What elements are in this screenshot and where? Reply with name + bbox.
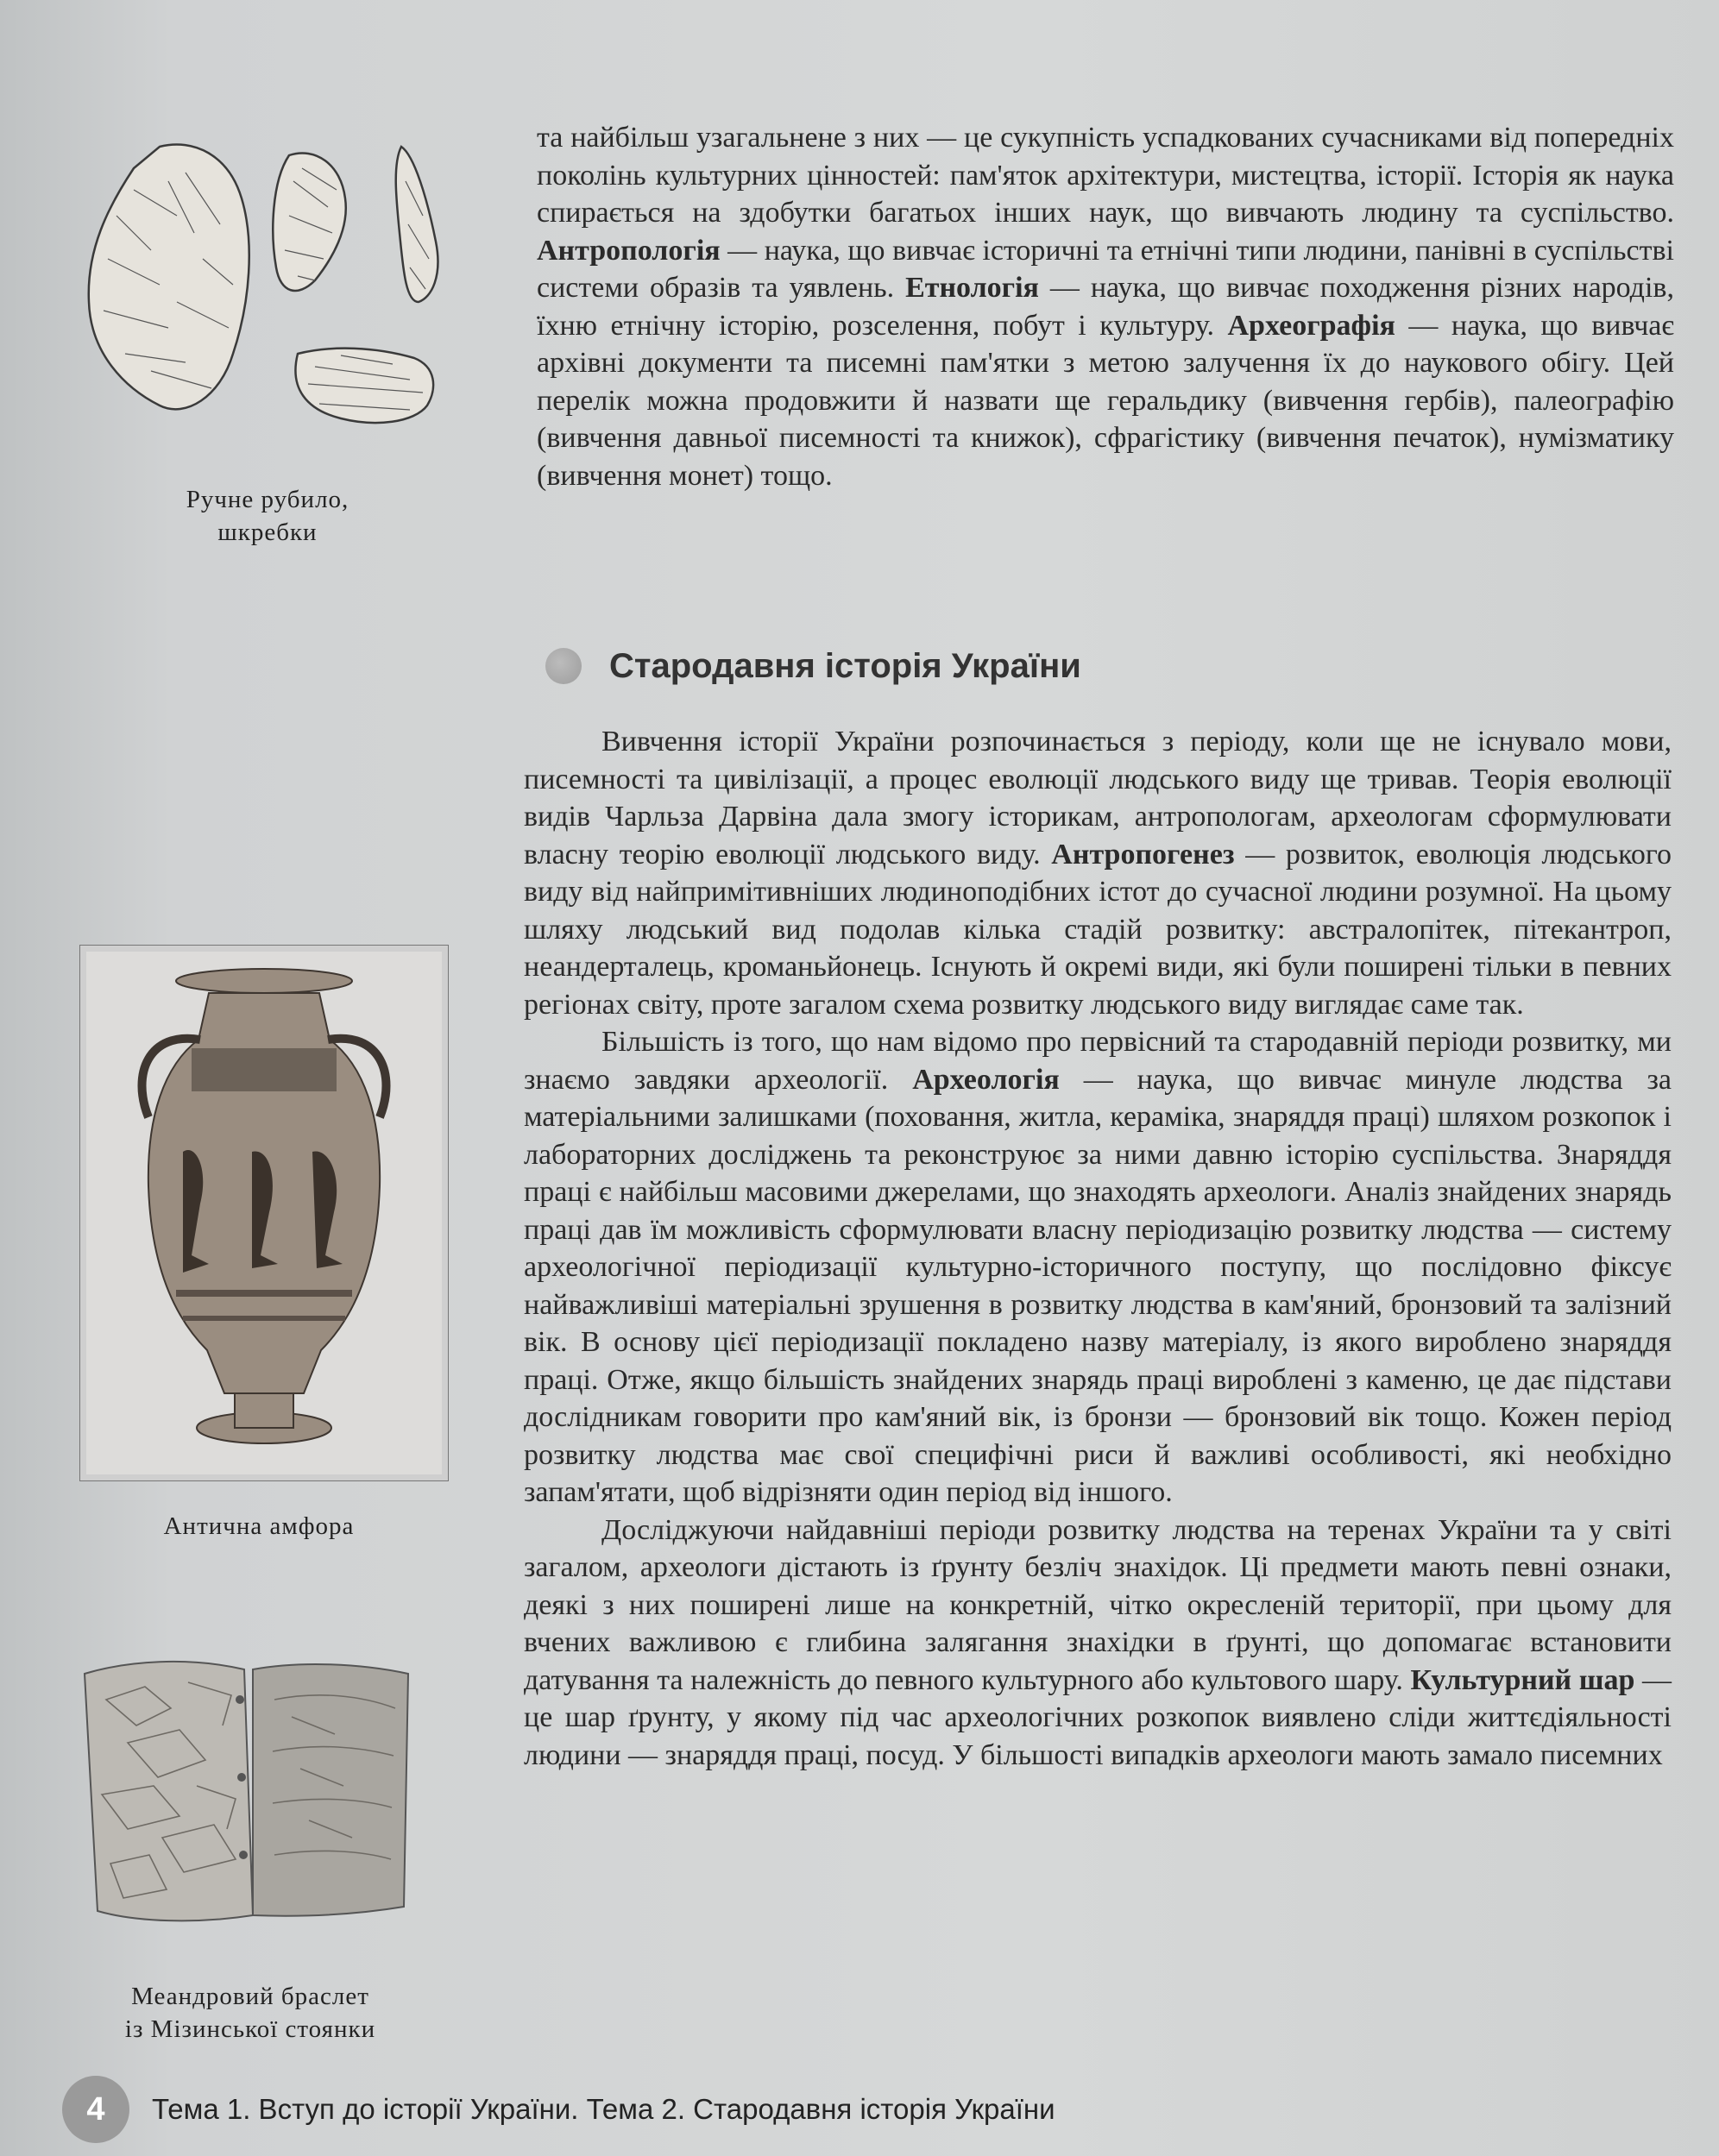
main-body: [524, 723, 1672, 1774]
bracelet-caption: [78, 1980, 423, 2046]
bracelet-caption-line1: Меандровий браслет: [131, 1983, 369, 2010]
stone-tools-illustration: [82, 129, 453, 457]
para1-text-2: — розвиток, еволюція людського виду від найпримітивніших людиноподібних істот до сучасної людини розумної. На цьому шляху людський вид подолав кілька стадій розвитку: австралопітек, пітекантроп, неандерталець, кроманьйонець. Існують й окремі види, які були поширені тільки в певних регіонах світу, проте загалом схема розвитку людського виду виглядає саме так.: [524, 838, 1672, 1021]
term-archaeology: Археологія: [912, 1063, 1060, 1096]
heading-bullet-icon: [545, 648, 582, 684]
bracelet-photo: [76, 1648, 421, 1933]
para1-text-1: Вивчення історії України розпочинається з періоду, коли ще не існувало мови, писемності та цивілізації, а процес еволюції людського виду ще тривав. Теорія еволюції видів Чарльза Дарвіна дала змогу історикам, антропологам, археологам сформулювати власну теорію еволюції людського виду.: [524, 726, 1672, 871]
intro-paragraph: [537, 119, 1674, 494]
intro-text-1: та найбільш узагальнене з них — це сукупність успадкованих сучасниками від попередніх поколінь культурних цінностей: пам'яток архітектури, мистецтва, історії. Історія як наука спирається на здобутки багатьох інших наук, що вивчають людину та суспільство.: [537, 122, 1674, 229]
tools-caption: [138, 483, 397, 549]
para3-text-1: Досліджуючи найдавніші періоди розвитку людства на теренах України та у світі загалом, археологи дістають із ґрунту безліч знахідок. Ці предмети мають певні ознаки, деякі з них поширені лише на конкретній, чітко окресленій території, при цьому для вчених важливою є глибина залягання знахідки в ґрунті, що допомагає встановити датування та належність до певного культурного або культового шару.: [524, 1513, 1672, 1696]
para2-text-1: Більшість із того, що нам відомо про первісний та стародавній періоди розвитку, ми знаємо завдяки археології.: [524, 1026, 1672, 1096]
intro-text-2: — наука, що вивчає історичні та етнічні типи людини, панівні в суспільстві системи образів та уявлень.: [537, 234, 1674, 304]
para3-text-2: — це шар ґрунту, у якому під час археологічних розкопок виявлено сліди життєдіяльності людини — знаряддя праці, посуд. У більшості випадків археологи мають замало писемних: [524, 1663, 1672, 1771]
term-anthropology: Антропологія: [537, 234, 721, 267]
term-archeography: Археографія: [1227, 309, 1395, 342]
page-footer: [62, 2075, 1055, 2144]
term-cultural-layer: Культурний шар: [1410, 1663, 1635, 1696]
bracelet-caption-line2: із Мізинської стоянки: [124, 2015, 376, 2043]
intro-text-4: — наука, що вивчає архівні документи та писемні пам'ятки з метою залучення їх до наукового обігу. Цей перелік можна продовжити й назвати ще геральдику (вивчення гербів), палеографію (вивчення давньої писемності та книжок), сфрагістику (вивчення печаток), нумізматику (вивчення монет) тощо.: [537, 309, 1674, 492]
paragraph-3: [524, 1512, 1672, 1775]
section-title: Стародавня історія України: [609, 646, 1081, 685]
paragraph-2: [524, 1023, 1672, 1512]
tools-caption-line2: шкребки: [217, 519, 318, 546]
paragraph-1: [524, 723, 1672, 1023]
tools-caption-line1: Ручне рубило,: [186, 486, 349, 513]
intro-text-3: — наука, що вивчає походження різних народів, їхню етнічну історію, розселення, побут і культуру.: [537, 272, 1674, 342]
section-heading: [545, 640, 1081, 692]
amphora-photo: [79, 945, 449, 1481]
amphora-caption-text: Антична амфора: [163, 1512, 355, 1540]
term-anthropogenesis: Антропогенез: [1051, 838, 1235, 871]
amphora-caption: [95, 1510, 423, 1543]
para2-text-2: — наука, що вивчає минуле людства за матеріальними залишками (поховання, житла, кераміка, знаряддя праці) шляхом розкопок і лабораторних досліджень та реконструює за ними давню історію суспільства. Знаряддя праці є найбільш масовими джерелами, що знаходять археологи. Аналіз знайдених знарядь праці дав їм можливість сформулювати власну періодизацію розвитку людства — систему археологічної періодизації культурно-історичного поступу, що послідовно фіксує найважливіші матеріальні зрушення в розвитку людства в кам'яний, бронзовий та залізний вік. В основу цієї періодизації покладено назву матеріалу, із якого вироблено знаряддя праці. Отже, якщо більшість знайдених знарядь праці вироблені з каменю, це дає підстави дослідникам говорити про кам'яний вік, із бронзи — бронзовий вік тощо. Кожен період розвитку людства має свої специфічні риси й важливі особливості, які необхідно запам'ятати, щоб відрізняти один період від іншого.: [524, 1063, 1672, 1508]
running-footer-title: Тема 1. Вступ до історії України. Тема 2. Стародавня історія України: [152, 2093, 1055, 2125]
page-number: 4: [62, 2076, 129, 2143]
term-ethnology: Етнологія: [905, 272, 1039, 304]
